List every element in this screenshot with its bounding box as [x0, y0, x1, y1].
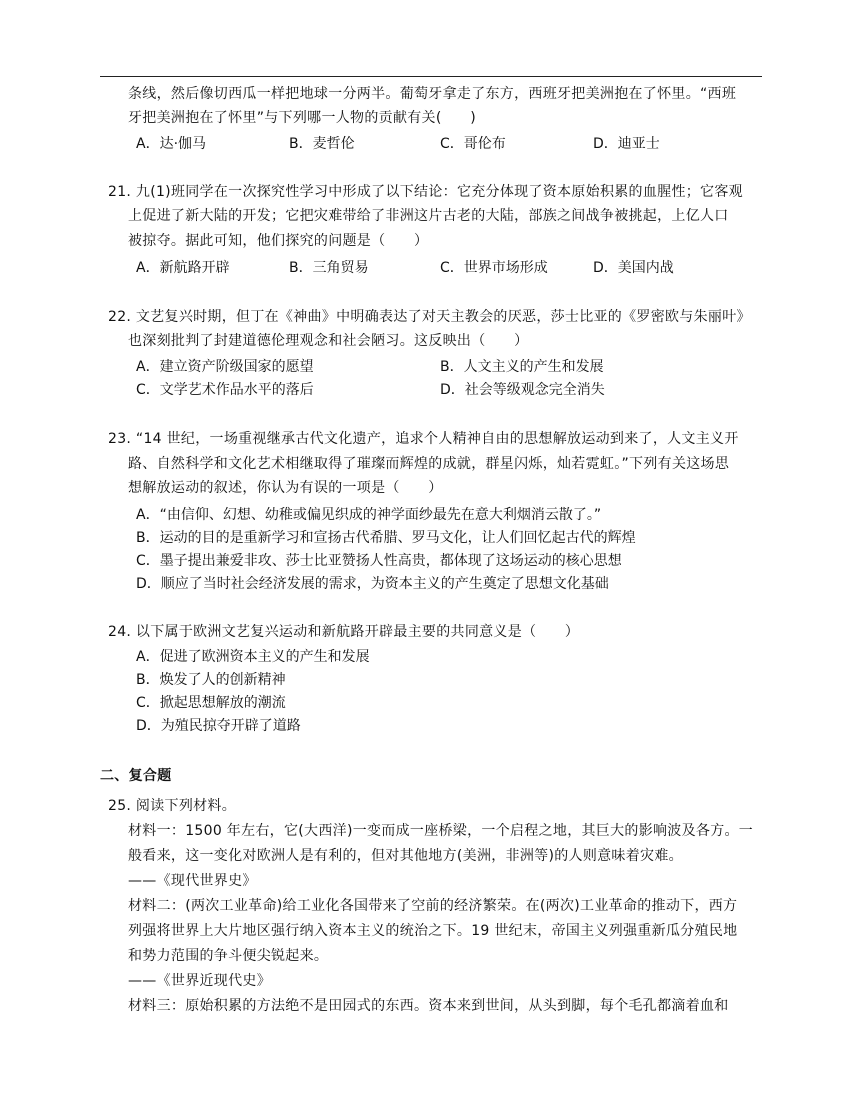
option-c[interactable]: C．文学艺术作品水平的落后: [136, 382, 314, 398]
question-21-text: 上促进了新大陆的开发；它把灾难带给了非洲这片古老的大陆，部族之间战争被挑起，上亿人口: [128, 208, 729, 224]
option-b[interactable]: B．麦哲伦: [289, 136, 355, 152]
option-c[interactable]: C．哥伦布: [440, 136, 506, 152]
material-one-text: 材料一：1500 年左右，它(大西洋)一变而成一座桥梁，一个启程之地，其巨大的影响波及各方。一: [128, 823, 754, 839]
question-22-text: 22. 文艺复兴时期，但丁在《神曲》中明确表达了对天主教会的厌恶，莎士比亚的《罗密欧与朱丽叶》: [108, 309, 751, 325]
option-c[interactable]: C．世界市场形成: [440, 260, 548, 276]
header-rule: [100, 76, 762, 77]
material-three-text: 材料三：原始积累的方法绝不是田园式的东西。资本来到世间，从头到脚，每个毛孔都滴着血和: [128, 998, 729, 1014]
material-one-text: 般看来，这一变化对欧洲人是有利的，但对其他地方(美洲，非洲等)的人则意味着灾难。: [128, 848, 683, 864]
option-a[interactable]: A．建立资产阶级国家的愿望: [136, 359, 314, 375]
option-d[interactable]: D．迪亚士: [593, 136, 660, 152]
material-one-source: ——《现代世界史》: [128, 873, 257, 889]
material-two-text: 列强将世界上大片地区强行纳入资本主义的统治之下。19 世纪末，帝国主义列强重新瓜分殖民地: [128, 923, 738, 939]
option-d[interactable]: D．为殖民掠夺开辟了道路: [136, 718, 301, 734]
question-text: 牙把美洲抱在了怀里”与下列哪一人物的贡献有关( ): [128, 110, 476, 126]
option-a[interactable]: A．促进了欧洲资本主义的产生和发展: [136, 649, 370, 665]
question-21-text: 被掠夺。据此可知，他们探究的问题是（ ）: [128, 233, 429, 249]
option-b[interactable]: B．三角贸易: [289, 260, 369, 276]
material-two-text: 和势力范围的争斗便尖锐起来。: [128, 948, 329, 964]
option-d[interactable]: D．社会等级观念完全消失: [440, 382, 605, 398]
option-a[interactable]: A．新航路开辟: [136, 260, 230, 276]
option-a[interactable]: A．“由信仰、幻想、幼稚或偏见织成的神学面纱最先在意大利烟消云散了。”: [136, 507, 602, 523]
option-b[interactable]: B．焕发了人的创新精神: [136, 672, 286, 688]
option-d[interactable]: D．美国内战: [593, 260, 674, 276]
option-c[interactable]: C．墨子提出兼爱非攻、莎士比亚赞扬人性高贵，都体现了这场运动的核心思想: [136, 553, 622, 569]
option-a[interactable]: A．达·伽马: [136, 136, 207, 152]
option-b[interactable]: B．运动的目的是重新学习和宣扬古代希腊、罗马文化，让人们回忆起古代的辉煌: [136, 530, 636, 546]
question-24-text: 24. 以下属于欧洲文艺复兴运动和新航路开辟最主要的共同意义是（ ）: [108, 624, 580, 640]
question-23-text: 路、自然科学和文化艺术相继取得了璀璨而辉煌的成就，群星闪烁，灿若霓虹。”下列有关这场思: [128, 456, 730, 472]
option-c[interactable]: C．掀起思想解放的潮流: [136, 695, 286, 711]
question-23-text: 想解放运动的叙述，你认为有误的一项是（ ）: [128, 480, 443, 496]
material-two-text: 材料二：(两次工业革命)给工业化各国带来了空前的经济繁荣。在(两次)工业革命的推动下，西方: [128, 898, 738, 914]
question-22-text: 也深刻批判了封建道德伦理观念和社会陋习。这反映出（ ）: [128, 333, 529, 349]
question-23-text: 23. “14 世纪，一场重视继承古代文化遗产，追求个人精神自由的思想解放运动到来了，人文主义开: [108, 431, 739, 447]
question-21-text: 21. 九(1)班同学在一次探究性学习中形成了以下结论：它充分体现了资本原始积累的血腥性；它客观: [108, 184, 743, 200]
option-d[interactable]: D．顺应了当时社会经济发展的需求，为资本主义的产生奠定了思想文化基础: [136, 576, 609, 592]
question-text: 条线，然后像切西瓜一样把地球一分两半。葡萄牙拿走了东方，西班牙把美洲抱在了怀里。“西班: [128, 86, 737, 102]
option-b[interactable]: B．人文主义的产生和发展: [440, 359, 604, 375]
section-heading: 二、复合题: [100, 768, 172, 784]
question-25-text: 25. 阅读下列材料。: [108, 798, 237, 814]
material-two-source: ——《世界近现代史》: [128, 973, 271, 989]
